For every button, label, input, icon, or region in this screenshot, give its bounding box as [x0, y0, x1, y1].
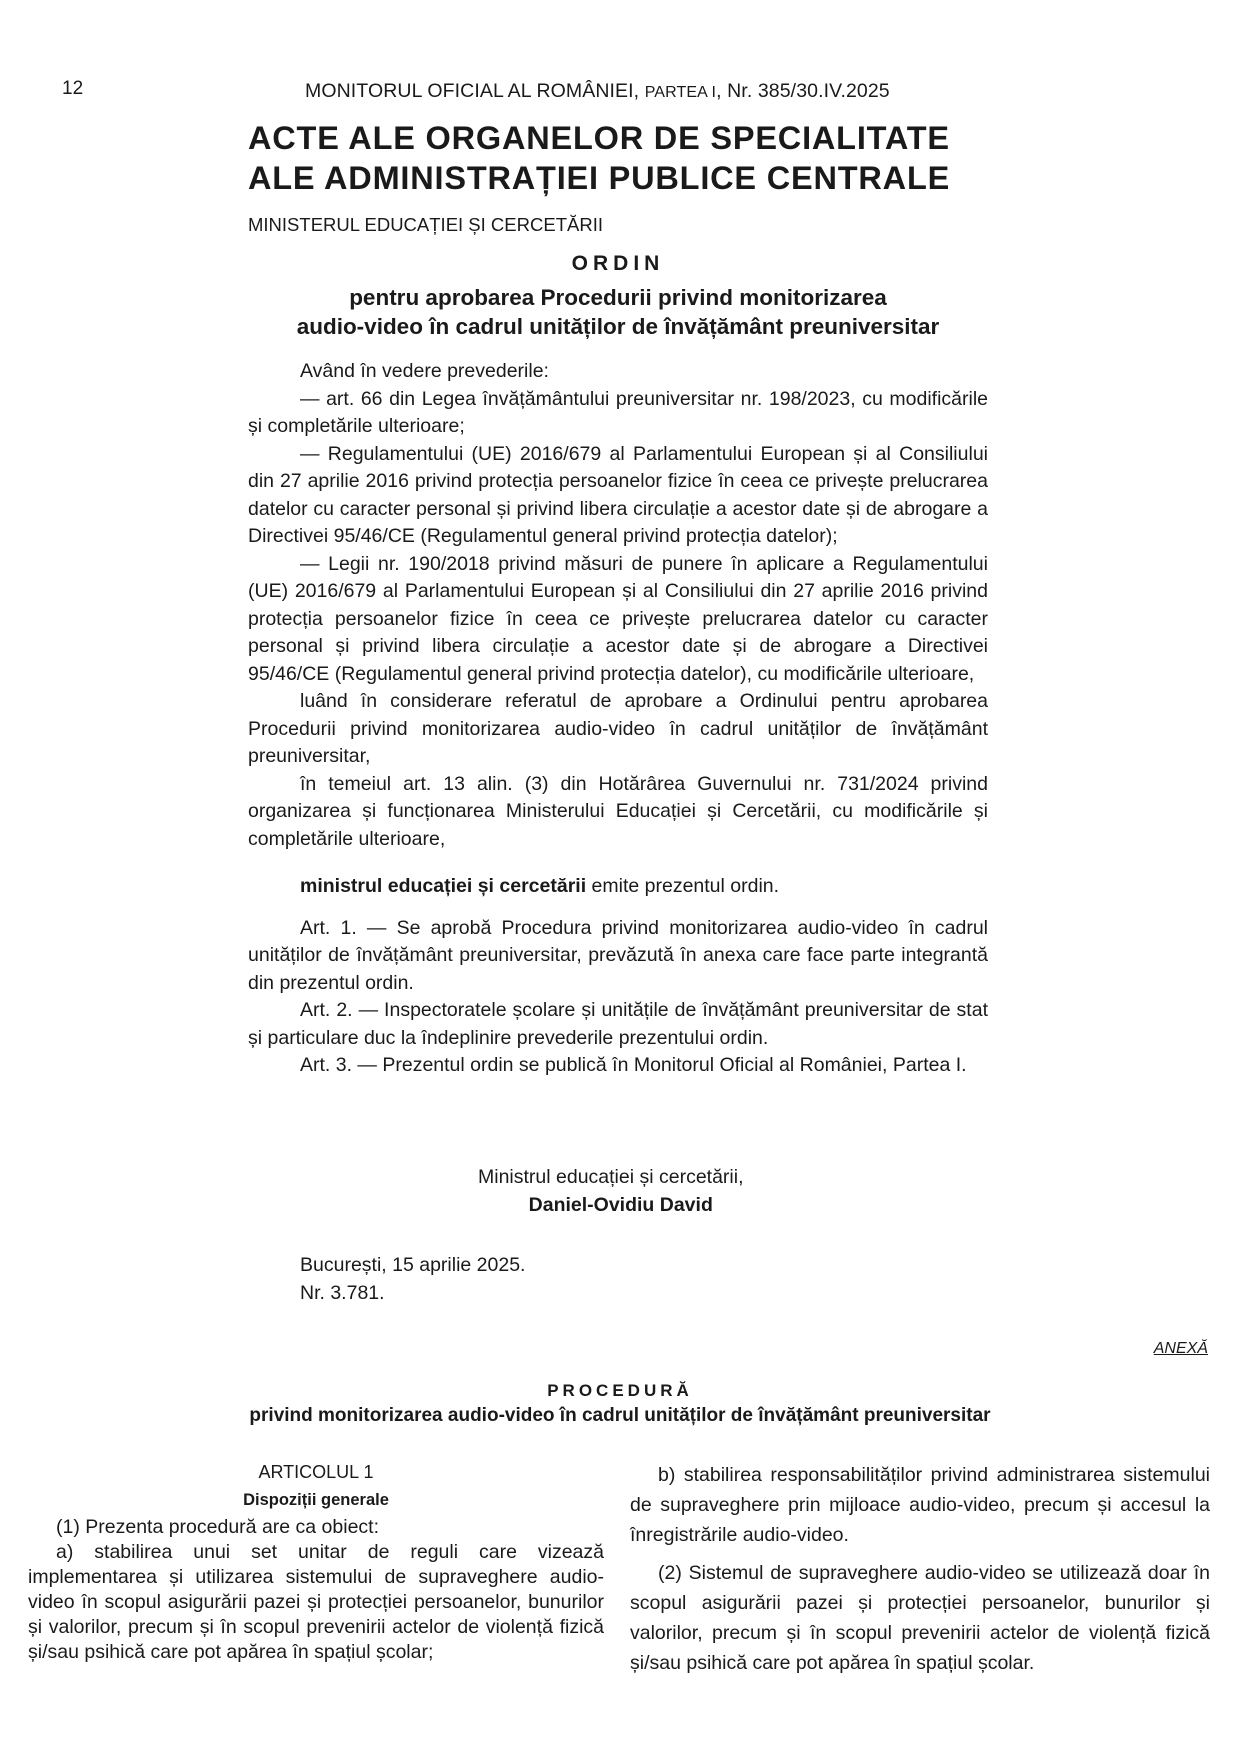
- running-head-part: PARTEA I: [644, 84, 717, 101]
- section-title: [248, 118, 950, 198]
- preamble-paragraph: — Legii nr. 190/2018 privind măsuri de punere în aplicare a Regulamentului (UE) 2016/679 al Parlamentului European și al Consiliului din 27 aprilie 2016 privind protecția persoanelor fizice în ceea ce privește prelucrarea datelor cu caracter personal și privind libera circulație a acestor date și de abrogare a Directivei 95/46/CE (Regulamentul general privind protecția datelor), cu modificările ulterioare,: [248, 552, 988, 685]
- section-title-line-1: ACTE ALE ORGANELOR DE SPECIALITATE: [248, 120, 950, 156]
- page-number: 12: [62, 78, 84, 99]
- running-head: [305, 80, 890, 103]
- preamble-paragraph: luând în considerare referatul de aprobare a Ordinului pentru aprobarea Procedurii privind monitorizarea audio-video în cadrul unităților de învățământ preuniversitar,: [248, 690, 988, 767]
- signature-block: [478, 1163, 744, 1219]
- ordin-title-line-2: audio-video în cadrul unităților de învățământ preuniversitar: [296, 314, 940, 339]
- ordin-body: [248, 358, 988, 1080]
- article-label: ARTICOLUL 1: [258, 1462, 374, 1482]
- procedure-title: privind monitorizarea audio-video în cadrul unităților de învățământ preuniversitar: [249, 1405, 991, 1426]
- preamble-paragraph: Având în vedere prevederile:: [300, 360, 549, 382]
- ordin-title: [248, 283, 988, 341]
- annex-paragraph: a) stabilirea unui set unitar de reguli care vizează implementarea și utilizarea sistemului de supraveghere audio-video în scopul asigurării pazei și protecției persoanelor, bunurilor și valorilor, precum și în scopul prevenirii actelor de violență fizică și/sau psihică care pot apărea în spațiul școlar;: [28, 1541, 604, 1663]
- annex-paragraph: (1) Prezenta procedură are ca obiect:: [56, 1516, 380, 1538]
- ministry-name: MINISTERUL EDUCAȚIEI ȘI CERCETĂRII: [248, 214, 603, 235]
- issuer-rest: emite prezentul ordin.: [586, 875, 780, 897]
- article-heading: Dispoziții generale: [243, 1491, 389, 1509]
- ordin-title-line-1: pentru aprobarea Procedurii privind monitorizarea: [349, 285, 887, 310]
- running-head-journal: MONITORUL OFICIAL AL ROMÂNIEI,: [305, 80, 645, 102]
- ordin-kind: ORDIN: [571, 252, 665, 275]
- preamble-paragraph: — art. 66 din Legea învățământului preuniversitar nr. 198/2023, cu modificările și completările ulterioare;: [248, 387, 988, 437]
- order-number: Nr. 3.781.: [300, 1282, 385, 1304]
- annex-paragraph: (2) Sistemul de supraveghere audio-video se utilizează doar în scopul asigurării pazei și protecției persoanelor, bunurilor și valorilor, precum și în scopul prevenirii actelor de violență fizică și/sau psihică care pot apărea în spațiul școlar.: [630, 1562, 1210, 1674]
- annex-left-column: [28, 1460, 604, 1665]
- annex-label: ANEXĂ: [1153, 1340, 1208, 1357]
- article-paragraph: Art. 3. — Prezentul ordin se publică în Monitorul Oficial al României, Partea I.: [300, 1054, 967, 1076]
- section-title-line-2: ALE ADMINISTRAȚIEI PUBLICE CENTRALE: [248, 160, 951, 196]
- signature-role: Ministrul educației și cercetării,: [478, 1166, 744, 1188]
- preamble-paragraph: în temeiul art. 13 alin. (3) din Hotărârea Guvernului nr. 731/2024 privind organizarea și funcționarea Ministerului Educației și Cercetării, cu modificările și completările ulterioare,: [248, 772, 988, 850]
- preamble-paragraph: — Regulamentului (UE) 2016/679 al Parlamentului European și al Consiliului din 27 aprilie 2016 privind protecția persoanelor fizice în ceea ce privește prelucrarea datelor cu caracter personal și privind libera circulație a acestor date și de abrogare a Directivei 95/46/CE (Regulamentul general privind protecția datelor);: [248, 442, 988, 547]
- issuing-clause: [248, 873, 988, 901]
- procedure-kind: PROCEDURĂ: [547, 1381, 693, 1400]
- article-paragraph: Art. 1. — Se aprobă Procedura privind monitorizarea audio-video în cadrul unităților de învățământ preuniversitar, prevăzută în anexa care face parte integrantă din prezentul ordin.: [248, 916, 988, 994]
- place-date: București, 15 aprilie 2025.: [300, 1254, 526, 1276]
- annex-paragraph: b) stabilirea responsabilităților privind administrarea sistemului de supraveghere prin mijloace audio-video, precum și accesul la înregistrările audio-video.: [630, 1464, 1210, 1546]
- signature-name: Daniel-Ovidiu David: [528, 1194, 713, 1216]
- annex-right-column: [630, 1460, 1210, 1678]
- running-head-issue: , Nr. 385/30.IV.2025: [716, 80, 890, 102]
- issuer-name: ministrul educației și cercetării: [300, 875, 587, 897]
- article-paragraph: Art. 2. — Inspectoratele școlare și unitățile de învățământ preuniversitar de stat și particulare duc la îndeplinire prevederile prezentului ordin.: [248, 999, 988, 1049]
- date-block: [300, 1251, 525, 1307]
